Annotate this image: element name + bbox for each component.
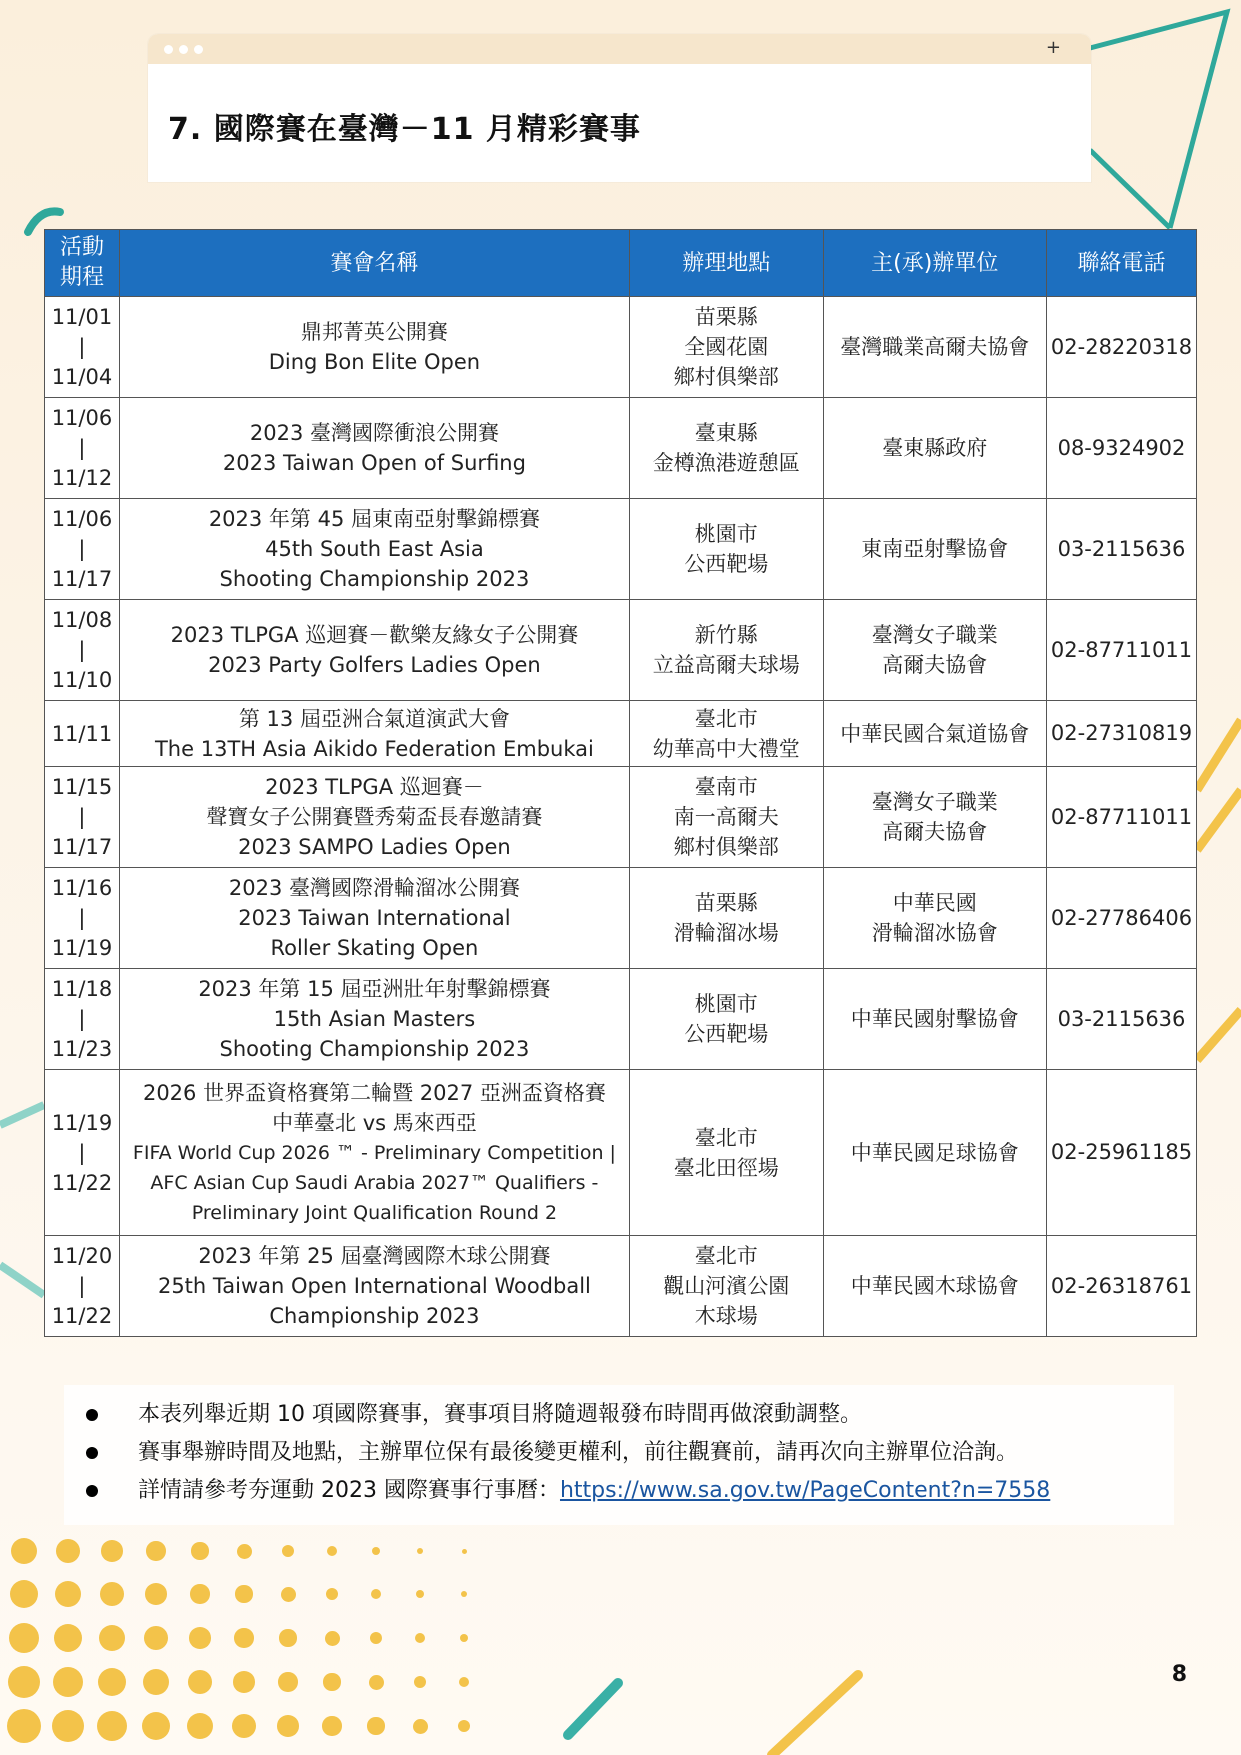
notes-box — [64, 1385, 1174, 1525]
phone-cell — [1047, 398, 1197, 499]
venue-cell — [629, 969, 823, 1070]
venue-cell-line: 幼華高中大禮堂 — [652, 736, 800, 761]
event-name-cell — [119, 1070, 629, 1236]
decorative-dot — [54, 1624, 82, 1652]
period-cell — [45, 969, 120, 1070]
venue-cell-line: 桃園市 — [694, 522, 758, 546]
phone-cell — [1047, 701, 1197, 767]
title-card — [148, 34, 1091, 182]
period-cell-line: 11/04 — [51, 365, 113, 389]
venue-cell-line: 立益高爾夫球場 — [652, 653, 800, 677]
event-name-cell — [119, 297, 629, 398]
venue-cell — [629, 297, 823, 398]
event-name-cell — [119, 868, 629, 969]
phone-cell — [1047, 297, 1197, 398]
period-cell-line: 11/08 — [51, 608, 113, 632]
venue-cell-line: 臺北田徑場 — [673, 1155, 779, 1180]
decorative-dot — [277, 1715, 299, 1737]
venue-cell — [629, 600, 823, 701]
decorative-dot — [237, 1544, 252, 1559]
event-name-cell-line: 2023 年第 25 屆臺灣國際木球公開賽 — [198, 1244, 551, 1268]
venue-cell — [629, 701, 823, 767]
venue-cell-line: 桃園市 — [694, 992, 758, 1016]
event-name-cell — [119, 767, 629, 868]
page-title: 7. 國際賽在臺灣－11 月精彩賽事 — [168, 112, 641, 147]
decorative-dot — [325, 1631, 340, 1646]
organizer-cell — [823, 398, 1046, 499]
note-text: 本表列舉近期 10 項國際賽事，賽事項目將隨週報發布時間再做滾動調整。 — [138, 1402, 862, 1427]
venue-cell-line: 滑輪溜冰場 — [673, 921, 779, 945]
event-name-cell-line: 鼎邦菁英公開賽 — [300, 320, 448, 344]
organizer-cell-line: 臺東縣政府 — [882, 436, 988, 460]
venue-cell-line: 全國花園 — [684, 335, 769, 359]
event-name-cell-line: Shooting Championship 2023 — [219, 1037, 530, 1061]
venue-cell-line: 鄉村俱樂部 — [673, 365, 779, 389]
venue-cell-line: 觀山河濱公園 — [663, 1274, 790, 1298]
table-row — [45, 969, 1197, 1070]
period-cell-line: 11/23 — [51, 1037, 113, 1061]
window-dots — [164, 45, 203, 54]
phone-cell-text: 02-87711011 — [1050, 637, 1193, 662]
organizer-cell-line: 高爾夫協會 — [882, 653, 988, 677]
decorative-dot — [413, 1719, 428, 1734]
organizer-cell — [823, 969, 1046, 1070]
event-name-cell — [119, 600, 629, 701]
organizer-cell-line: 臺灣女子職業 — [871, 790, 998, 814]
event-name-cell-line: 聲寶女子公開賽暨秀菊盃長春邀請賽 — [206, 805, 543, 829]
phone-cell — [1047, 767, 1197, 868]
venue-cell-line: 苗栗縣 — [694, 305, 758, 329]
decorative-dot — [281, 1587, 296, 1602]
event-name-cell-line: 2023 Party Golfers Ladies Open — [208, 653, 541, 677]
decorative-dot — [187, 1713, 213, 1739]
event-name-cell-line: 2023 SAMPO Ladies Open — [238, 835, 511, 859]
period-cell-line: | — [78, 335, 86, 359]
event-name-cell-line: Shooting Championship 2023 — [219, 567, 530, 591]
period-cell — [45, 868, 120, 969]
header-venue: 辦理地點 — [629, 230, 823, 297]
organizer-cell — [823, 1070, 1046, 1236]
organizer-cell — [823, 297, 1046, 398]
decorative-dot — [56, 1539, 80, 1563]
event-name-cell-line: 中華臺北 vs 馬來西亞 — [272, 1110, 477, 1135]
page-number: 8 — [1171, 1662, 1187, 1687]
period-cell — [45, 1070, 120, 1236]
table-row — [45, 398, 1197, 499]
period-cell — [45, 600, 120, 701]
bullet-icon — [86, 1485, 98, 1497]
decorative-dot — [10, 1580, 38, 1608]
decorative-dot — [323, 1673, 340, 1690]
bullet-icon — [86, 1409, 98, 1421]
period-cell-line: 11/16 — [51, 876, 113, 900]
phone-cell — [1047, 499, 1197, 600]
venue-cell-line: 臺東縣 — [694, 421, 758, 445]
phone-cell-text: 03-2115636 — [1057, 536, 1186, 561]
organizer-cell-line: 臺灣女子職業 — [871, 623, 998, 647]
event-name-cell — [119, 969, 629, 1070]
plus-icon: + — [1045, 37, 1061, 58]
table-row — [45, 297, 1197, 398]
period-cell-line: 11/18 — [51, 977, 113, 1001]
event-name-cell-line: 25th Taiwan Open International Woodball — [157, 1274, 591, 1298]
decorative-dot — [101, 1540, 123, 1562]
venue-cell-line: 臺北市 — [694, 1244, 758, 1268]
organizer-cell-line: 東南亞射擊協會 — [861, 537, 1009, 561]
organizer-cell-line: 中華民國 — [892, 891, 977, 915]
decorative-dot — [279, 1629, 296, 1646]
calendar-link[interactable]: https://www.sa.gov.tw/PageContent?n=7558 — [559, 1478, 1051, 1503]
decorative-dot — [143, 1669, 169, 1695]
phone-cell-text: 02-28220318 — [1050, 334, 1193, 359]
period-cell-line: | — [78, 436, 86, 460]
event-name-cell-line: 2023 TLPGA 巡迴賽－歡樂友緣女子公開賽 — [170, 623, 579, 647]
period-cell-line: 11/17 — [51, 567, 113, 591]
events-table — [44, 229, 1197, 1337]
venue-cell-line: 金樽漁港遊憩區 — [652, 451, 800, 475]
venue-cell — [629, 499, 823, 600]
note-item — [86, 1473, 1050, 1504]
decorative-dot — [55, 1581, 81, 1607]
organizer-cell-line: 中華民國合氣道協會 — [840, 721, 1030, 746]
header-organizer: 主(承)辦單位 — [823, 230, 1046, 297]
venue-cell — [629, 1070, 823, 1236]
decorative-dot — [234, 1628, 253, 1647]
event-name-cell — [119, 499, 629, 600]
period-cell-line: 11/22 — [51, 1304, 113, 1328]
period-cell — [45, 398, 120, 499]
phone-cell-text: 02-27310819 — [1050, 721, 1193, 745]
decorative-dot — [235, 1585, 252, 1602]
event-name-cell-line: 2023 TLPGA 巡迴賽－ — [265, 775, 484, 799]
table-row — [45, 1236, 1197, 1337]
decorative-dot — [462, 1549, 467, 1554]
event-name-cell-line: Championship 2023 — [269, 1304, 480, 1328]
period-cell-line: 11/19 — [51, 1110, 113, 1135]
event-name-cell — [119, 398, 629, 499]
venue-cell-line: 鄉村俱樂部 — [673, 835, 779, 859]
event-name-cell — [119, 701, 629, 767]
organizer-cell-line: 臺灣職業高爾夫協會 — [840, 335, 1030, 359]
event-name-cell-line: 2023 年第 45 屆東南亞射擊錦標賽 — [208, 507, 541, 531]
period-cell — [45, 701, 120, 767]
period-cell-line: 11/12 — [51, 466, 113, 490]
decorative-dot — [190, 1584, 209, 1603]
organizer-cell-line: 滑輪溜冰協會 — [871, 921, 998, 945]
period-cell-line: 11/19 — [51, 936, 113, 960]
venue-cell-line: 臺北市 — [694, 1125, 758, 1150]
table-row — [45, 701, 1197, 767]
event-name-cell-line: 2023 年第 15 屆亞洲壯年射擊錦標賽 — [198, 977, 551, 1001]
venue-cell-line: 臺南市 — [694, 775, 758, 799]
organizer-cell — [823, 499, 1046, 600]
period-cell-line: 11/22 — [51, 1170, 113, 1195]
decorative-dot — [142, 1712, 170, 1740]
organizer-cell-line: 高爾夫協會 — [882, 820, 988, 844]
organizer-cell-line: 中華民國足球協會 — [850, 1140, 1019, 1165]
event-name-cell-line: Preliminary Joint Qualification Round 2 — [191, 1201, 558, 1224]
decorative-dot — [11, 1538, 37, 1564]
phone-cell-text: 03-2115636 — [1057, 1006, 1186, 1031]
phone-cell — [1047, 1070, 1197, 1236]
note-text: 詳情請參考夯運動 2023 國際賽事行事曆： — [138, 1478, 560, 1503]
period-cell — [45, 1236, 120, 1337]
period-cell-line: 11/20 — [51, 1244, 113, 1268]
period-cell-line: | — [78, 1274, 86, 1298]
organizer-cell — [823, 868, 1046, 969]
period-cell-line: 11/15 — [51, 775, 113, 799]
venue-cell-line: 新竹縣 — [694, 623, 758, 647]
bullet-icon — [86, 1447, 98, 1459]
decorative-dot — [232, 1714, 256, 1738]
phone-cell — [1047, 1236, 1197, 1337]
table-row — [45, 767, 1197, 868]
event-name-cell-line: AFC Asian Cup Saudi Arabia 2027™ Qualifiers - — [150, 1171, 599, 1194]
note-item — [86, 1397, 862, 1428]
event-name-cell-line: 2023 臺灣國際衝浪公開賽 — [249, 421, 499, 445]
organizer-cell — [823, 767, 1046, 868]
header-period — [45, 230, 120, 297]
event-name-cell-line: Ding Bon Elite Open — [268, 350, 481, 374]
organizer-cell-line: 中華民國射擊協會 — [850, 1007, 1019, 1031]
venue-cell — [629, 868, 823, 969]
organizer-cell — [823, 1236, 1046, 1337]
period-cell-line: | — [78, 1140, 86, 1165]
phone-cell-text: 08-9324902 — [1057, 435, 1186, 460]
decorative-dot — [369, 1675, 384, 1690]
header-period-label: 活動 期程 — [59, 235, 104, 290]
venue-cell — [629, 398, 823, 499]
table-header-row — [45, 230, 1197, 297]
organizer-cell-line: 中華民國木球協會 — [850, 1274, 1019, 1298]
decorative-dot — [145, 1583, 167, 1605]
period-cell-line: | — [78, 537, 86, 561]
period-cell-line: | — [78, 638, 86, 662]
event-name-cell-line: 2023 Taiwan International — [238, 906, 511, 930]
venue-cell-line: 公西靶場 — [684, 552, 769, 576]
event-name-cell — [119, 1236, 629, 1337]
period-cell-line: 11/10 — [51, 668, 113, 692]
decorative-dot — [100, 1582, 124, 1606]
decorative-dot — [189, 1627, 211, 1649]
decorative-dot — [191, 1542, 208, 1559]
phone-cell — [1047, 868, 1197, 969]
organizer-cell — [823, 701, 1046, 767]
table-row — [45, 868, 1197, 969]
period-cell — [45, 767, 120, 868]
phone-cell-text: 02-87711011 — [1050, 804, 1193, 829]
venue-cell-line: 苗栗縣 — [694, 891, 758, 915]
decorative-dot — [188, 1670, 212, 1694]
event-name-cell-line: Roller Skating Open — [270, 936, 479, 960]
venue-cell — [629, 767, 823, 868]
phone-cell-text: 02-26318761 — [1050, 1273, 1193, 1298]
event-name-cell-line: 第 13 屆亞洲合氣道演武大會 — [238, 706, 510, 731]
header-name: 賽會名稱 — [119, 230, 629, 297]
period-cell-line: 11/01 — [51, 305, 113, 329]
phone-cell — [1047, 969, 1197, 1070]
venue-cell-line: 木球場 — [694, 1304, 758, 1328]
period-cell — [45, 297, 120, 398]
table-row — [45, 600, 1197, 701]
event-name-cell-line: 2026 世界盃資格賽第二輪暨 2027 亞洲盃資格賽 — [142, 1080, 606, 1105]
period-cell-line: | — [78, 805, 86, 829]
table-row — [45, 499, 1197, 600]
venue-cell — [629, 1236, 823, 1337]
period-cell-line: 11/06 — [51, 507, 113, 531]
period-cell-line: 11/11 — [51, 721, 113, 746]
venue-cell-line: 公西靶場 — [684, 1022, 769, 1046]
event-name-cell-line: The 13TH Asia Aikido Federation Embukai — [154, 736, 594, 761]
period-cell-line: | — [78, 1007, 86, 1031]
phone-cell — [1047, 600, 1197, 701]
decorative-dot — [98, 1668, 126, 1696]
period-cell-line: 11/06 — [51, 406, 113, 430]
decorative-dot — [144, 1626, 168, 1650]
event-name-cell-line: 15th Asian Masters — [273, 1007, 476, 1031]
note-item — [86, 1435, 1018, 1466]
period-cell-line: | — [78, 906, 86, 930]
decorative-dot — [146, 1541, 165, 1560]
event-name-cell-line: 2023 Taiwan Open of Surfing — [222, 451, 526, 475]
decorative-dot — [322, 1716, 341, 1735]
decorative-dot — [233, 1671, 255, 1693]
organizer-cell — [823, 600, 1046, 701]
note-text: 賽事舉辦時間及地點，主辦單位保有最後變更權利，前往觀賽前，請再次向主辦單位洽詢。 — [138, 1440, 1019, 1465]
decorative-dot — [99, 1625, 125, 1651]
decorative-dot — [367, 1717, 384, 1734]
period-cell-line: 11/17 — [51, 835, 113, 859]
event-name-cell-line: FIFA World Cup 2026 ™ - Preliminary Competition | — [132, 1141, 616, 1164]
phone-cell-text: 02-27786406 — [1050, 905, 1193, 930]
table-row — [45, 1070, 1197, 1236]
header-phone: 聯絡電話 — [1047, 230, 1197, 297]
venue-cell-line: 臺北市 — [694, 706, 758, 731]
decorative-dot — [278, 1672, 297, 1691]
window-bar — [148, 34, 1091, 64]
phone-cell-text: 02-25961185 — [1050, 1140, 1193, 1164]
venue-cell-line: 南一高爾夫 — [673, 805, 779, 829]
period-cell — [45, 499, 120, 600]
event-name-cell-line: 2023 臺灣國際滑輪溜冰公開賽 — [228, 876, 520, 900]
event-name-cell-line: 45th South East Asia — [265, 537, 484, 561]
